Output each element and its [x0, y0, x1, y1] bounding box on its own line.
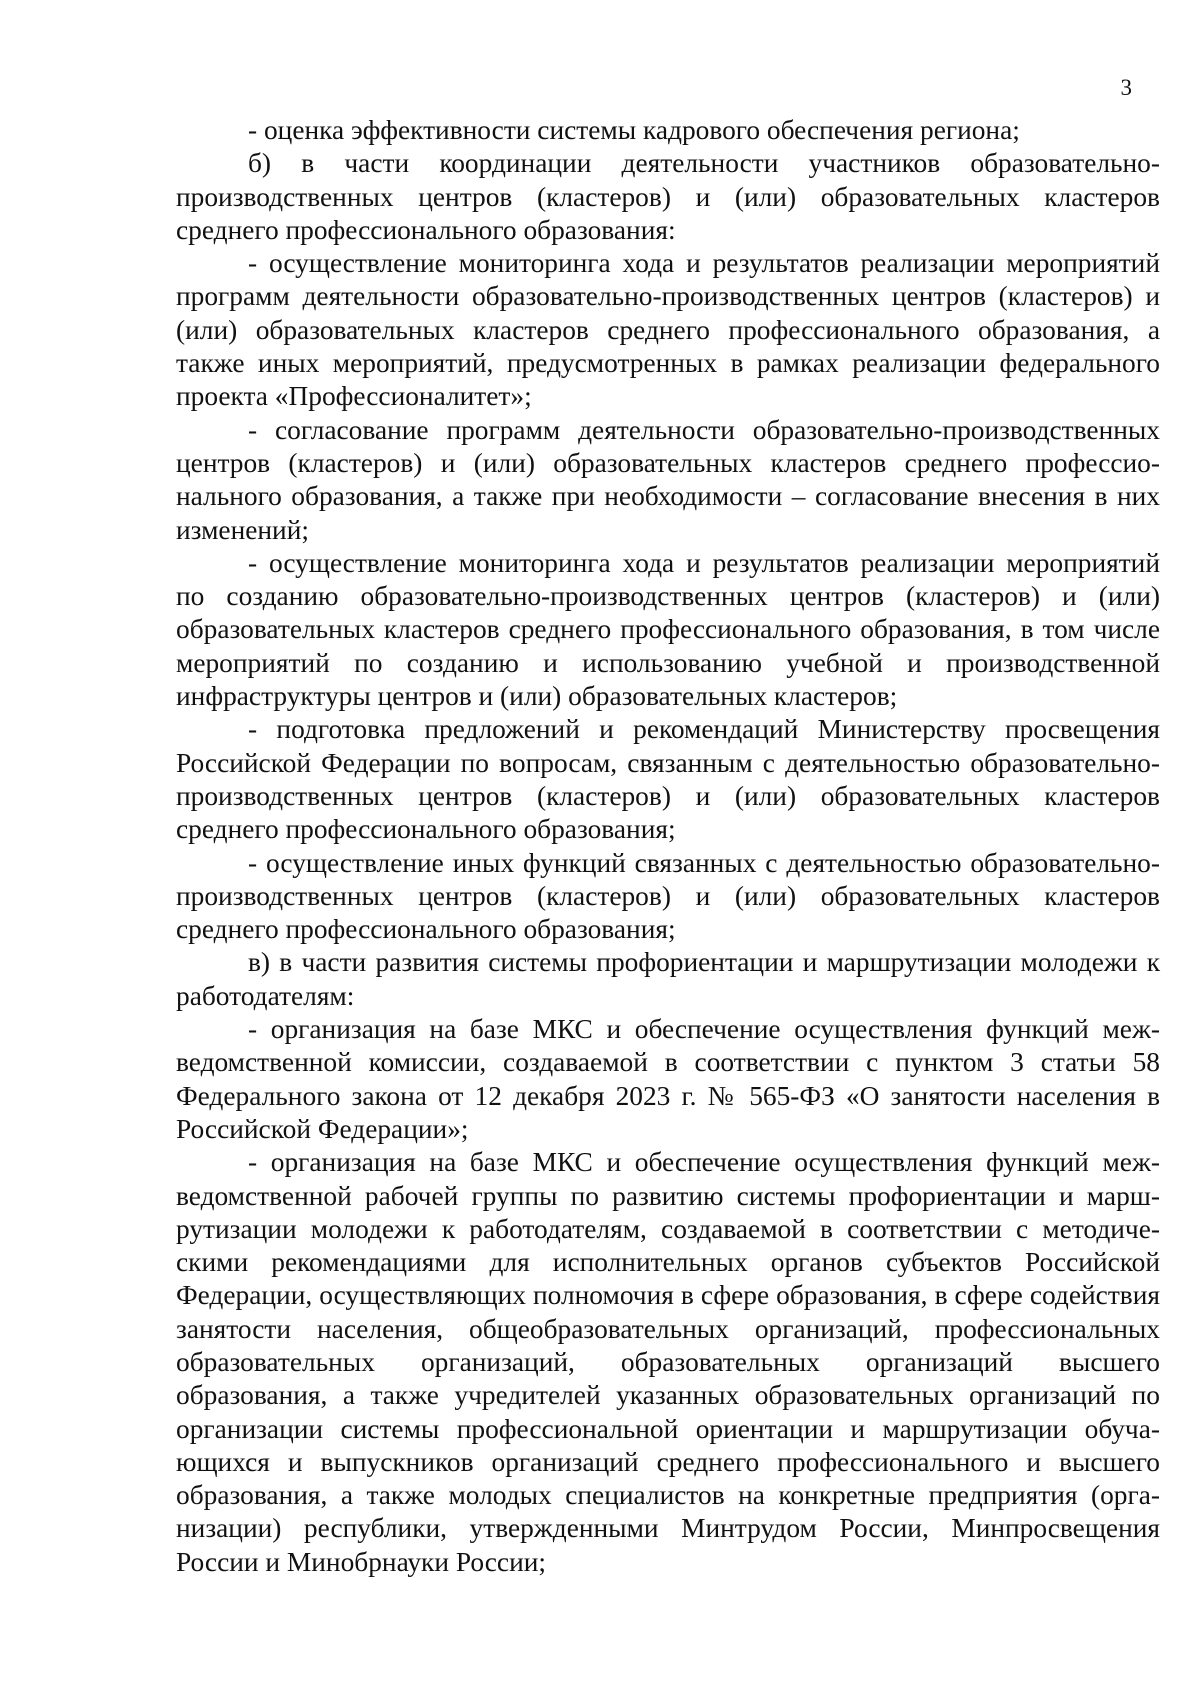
paragraph-staffing-evaluation: - оценка эффективности системы кадрового обеспечения региона;	[248, 115, 1020, 145]
paragraph-program-approval: - согласование программ деятельности образовательно-производственных центров (кластеров) и (или) образовательных кластеров среднего профессионального образования, а также при необходимости – согласование внесения в них изменений;	[176, 414, 1160, 545]
paragraph-other-functions: - осуществление иных функций связанных с деятельностью образовательно-производственных центров (кластеров) и (или) образовательных кластеров среднего профессионального образования;	[176, 847, 1160, 945]
paragraph-ministry-proposals: - подготовка предложений и рекомендаций Министерству просвещения Российской Федерации по вопросам, связанным с деятельностью образовательно-производственных центров (кластеров) и (или) образовательных кластеров среднего профессионального образования;	[176, 714, 1160, 845]
paragraph-monitoring-creation: - осуществление мониторинга хода и результатов реализации мероприятий по созданию образовательно-производственных центров (кластеров) и (или) образовательных кластеров среднего профессионального образования, в том числе мероприятий по созданию и использованию учебной и производственной инфраструктуры центров и (или) образовательных кластеров;	[176, 547, 1160, 712]
paragraph-section-b-heading: б) в части координации деятельности участников образовательно-производственных центров (кластеров) и (или) образовательных кластеров среднего профессионального образования:	[176, 148, 1160, 245]
page-number: 3	[1120, 75, 1132, 100]
paragraph-working-group: - организация на базе МКС и обеспечение осуществления функций межведомственной рабочей группы по развитию системы профориентации и маршрутизации молодежи к работодателям, создаваемой в соответствии с методическими рекомендациями для исполнительных органов субъектов Российской Федерации, осуществляющих полномочия в сфере образования, в сфере содействия занятости населения, общеобразовательных организаций, профессиональных образовательных организаций, образовательных организаций высшего образования, а также учредителей указанных образовательных организаций по организации системы профессиональной ориентации и маршрутизации обучающихся и выпускников организаций среднего профессионального и высшего образования, а также молодых специалистов на конкретные предприятия (организации) республики, утвержденными Минтрудом России, Минпросвещения России и Минобрнауки России;	[176, 1147, 1160, 1577]
paragraph-monitoring-programs: - осуществление мониторинга хода и результатов реализации мероприятий программ деятельности образовательно-производственных центров (кластеров) и (или) образовательных кластеров среднего профессионального образования, а также иных мероприятий, предусмотренных в рамках реализации федерального проекта «Профессионалитет»;	[176, 248, 1160, 412]
document-body	[176, 114, 1160, 1579]
paragraph-interdepartmental-commission: - организация на базе МКС и обеспечение осуществления функций межведомственной комиссии, создаваемой в соответствии с пунктом 3 статьи 58 Федерального закона от 12 декабря 2023 г. № 565-ФЗ «О занятости населения в Российской Федерации»;	[176, 1014, 1160, 1144]
paragraph-section-c-heading: в) в части развития системы профориентации и маршрутизации молодежи к работодателям:	[176, 947, 1160, 1011]
